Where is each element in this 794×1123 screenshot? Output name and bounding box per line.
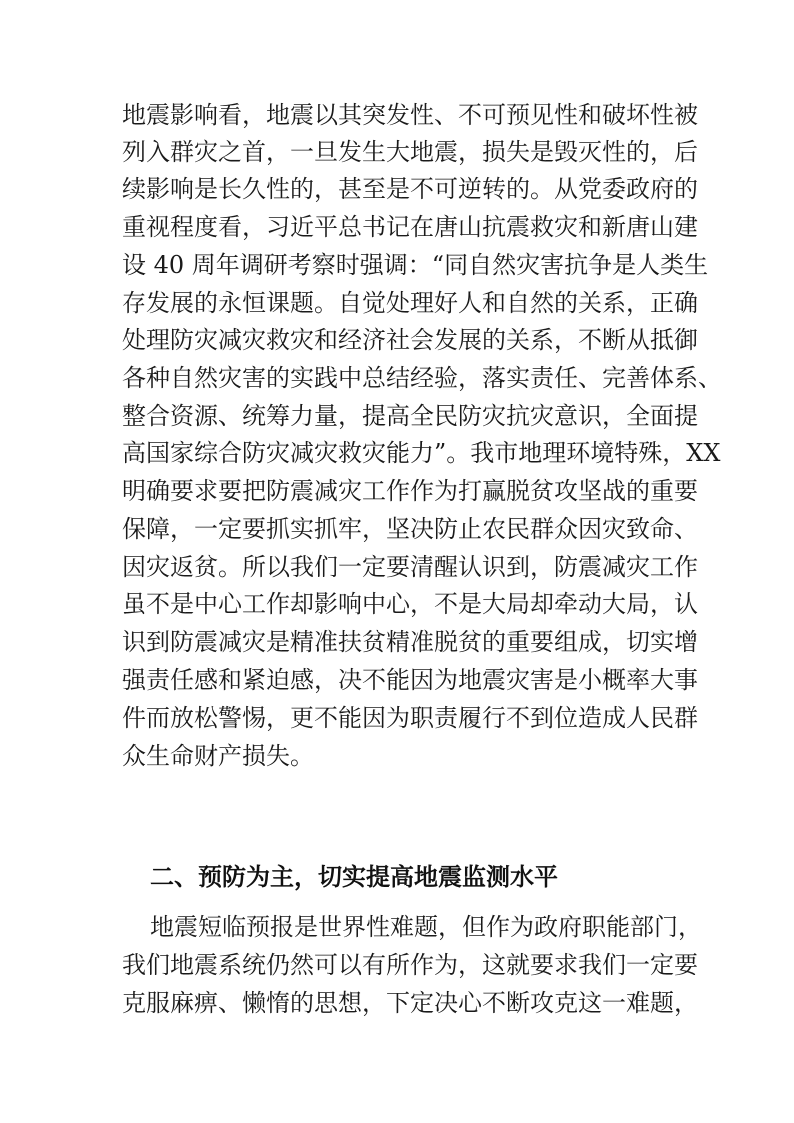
text-line: 整合资源、统筹力量，提高全民防灾抗灾意识，全面提 [122,402,698,430]
text-line: 高国家综合防灾减灾救灾能力”。我市地理环境特殊，XX [122,439,721,467]
text-line: 各种自然灾害的实践中总结经验，落实责任、完善体系、 [122,364,722,392]
text-line: 我们地震系统仍然可以有所作为，这就要求我们一定要 [122,951,698,979]
text-line: 地震影响看，地震以其突发性、不可预见性和破坏性被 [122,101,698,129]
text-line: 重视程度看，习近平总书记在唐山抗震救灾和新唐山建 [122,213,698,241]
text-line: 众生命财产损失。 [122,742,314,770]
text-line: 续影响是长久性的，甚至是不可逆转的。从党委政府的 [122,175,698,203]
text-line: 处理防灾减灾救灾和经济社会发展的关系，不断从抵御 [122,326,698,354]
text-line: 明确要求要把防震减灾工作作为打赢脱贫攻坚战的重要 [122,477,698,505]
text-line: 列入群灾之首，一旦发生大地震，损失是毁灭性的，后 [122,138,698,166]
text-line: 虽不是中心工作却影响中心，不是大局却牵动大局，认 [122,590,698,618]
text-line: 设 40 周年调研考察时强调：“同自然灾害抗争是人类生 [122,251,709,279]
text-line: 存发展的永恒课题。自觉处理好人和自然的关系，正确 [122,289,698,317]
text-line: 克服麻痹、懒惰的思想，下定决心不断攻克这一难题， [122,989,698,1017]
text-line: 保障，一定要抓实抓牢，坚决防止农民群众因灾致命、 [122,515,698,543]
section-heading: 二、预防为主，切实提高地震监测水平 [150,863,558,891]
text-line: 因灾返贫。所以我们一定要清醒认识到，防震减灾工作 [122,553,698,581]
text-line: 地震短临预报是世界性难题，但作为政府职能部门， [150,913,702,941]
text-line: 识到防震减灾是精准扶贫精准脱贫的重要组成，切实增 [122,628,698,656]
text-line: 强责任感和紧迫感，决不能因为地震灾害是小概率大事 [122,666,698,694]
text-line: 件而放松警惕，更不能因为职责履行不到位造成人民群 [122,704,698,732]
